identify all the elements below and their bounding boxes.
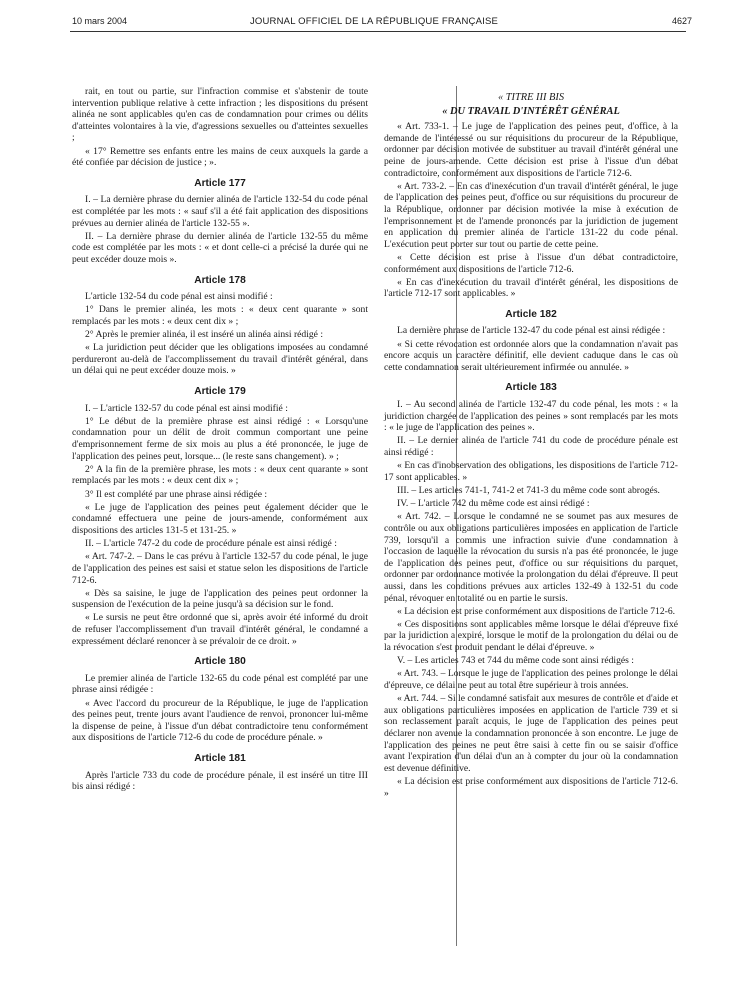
- paragraph: III. – Les articles 741-1, 741-2 et 741-3 du même code sont abrogés.: [397, 484, 660, 496]
- paragraph: V. – Les articles 743 et 744 du même code sont ainsi rédigés :: [397, 655, 634, 667]
- article-heading: Article 177: [194, 177, 246, 189]
- section-title: « TITRE III BIS: [497, 92, 565, 103]
- paragraph: II. – L'article 747-2 du code de procédure pénale est ainsi rédigé :: [85, 538, 337, 550]
- article-heading: Article 182: [505, 308, 557, 320]
- paragraph: « La juridiction peut décider que les obligations imposées au condamné perdureront au-delà de l'accomplissement du travail d'intérêt général, dans un délai qui ne peut excéder douze mois. »: [72, 342, 368, 377]
- paragraph: « Art. 744. – Si le condamné satisfait aux mesures de contrôle et d'aide et aux obligations particulières imposées en application de l'article 739 et si son reclassement paraît acquis, le juge de l'application des peines peut déclarer non avenue la condamnation prononcée à son encontre. Le juge de l'application des peines ne peut être saisi à cette fin ou se saisir d'office avant l'expiration d'un délai d'un an à compter du jour où la condamnation est devenue définitive.: [384, 693, 678, 774]
- paragraph: « En cas d'inexécution du travail d'intérêt général, les dispositions de l'article 712-17 sont applicables. »: [384, 276, 678, 300]
- paragraph: La dernière phrase de l'article 132-47 du code pénal est ainsi rédigée :: [397, 325, 666, 337]
- paragraph: Après l'article 733 du code de procédure pénale, il est inséré un titre III bis ainsi rédigé :: [72, 769, 368, 793]
- paragraph: « En cas d'inobservation des obligations, les dispositions de l'article 712-17 sont applicables. »: [384, 460, 678, 483]
- header-date: 10 mars 2004: [72, 16, 128, 26]
- paragraph: 2° A la fin de la première phrase, les mots : « deux cent quarante » sont remplacés par les mots : « deux cent dix » ;: [72, 463, 368, 487]
- article-heading: Article 179: [194, 386, 246, 398]
- paragraph: « Art. 733-1. – Le juge de l'application des peines peut, d'office, à la demande de l'intéressé ou sur réquisitions du procureur de la République, ordonner par décision motivée de substituer au travail d'intérêt général une peine de jours-amende. Cette décision est prise à l'issue d'un débat contradictoire, conformément aux dispositions de l'article 712-6.: [384, 121, 678, 179]
- paragraph: II. – La dernière phrase du dernier alinéa de l'article 132-55 du même code est complétée par les mots : « et dont celle-ci a précisé la durée qui ne peut excéder douze mois ».: [72, 230, 368, 265]
- paragraph: « La décision est prise conformément aux dispositions de l'article 712-6. »: [384, 775, 678, 799]
- paragraph: « Dès sa saisine, le juge de l'application des peines peut ordonner la suspension de l'exécution de la peine jusqu'à sa décision sur le fond.: [72, 587, 368, 611]
- paragraph: 1° Dans le premier alinéa, les mots : « deux cent quarante » sont remplacés par les mots : « deux cent dix » ;: [72, 304, 368, 327]
- paragraph: « Le juge de l'application des peines peut également décider que le condamné effectuera une peine de jours-amende, conformément aux dispositions des articles 131-5 et 131-25. »: [72, 501, 368, 536]
- paragraph: IV. – L'article 742 du même code est ainsi rédigé :: [397, 498, 590, 510]
- paragraph: I. – La dernière phrase du dernier alinéa de l'article 132-54 du code pénal est complétée par les mots : « sauf s'il a été fait application des dispositions prévues au dernier alinéa de l'article 132-55 ».: [72, 194, 368, 229]
- paragraph: « Ces dispositions sont applicables même lorsque le délai d'épreuve fixé par la juridiction a expiré, lorsque le motif de la prolongation du délai ou de la révocation s'est produit pendant le délai d'épreuve. »: [384, 618, 678, 654]
- page-number: 4627: [671, 16, 692, 26]
- article-heading: Article 183: [505, 382, 557, 394]
- article-heading: Article 178: [194, 274, 246, 286]
- paragraph: « Cette décision est prise à l'issue d'un débat contradictoire, conformément aux dispositions de l'article 712-6.: [384, 251, 678, 275]
- paragraph: « Avec l'accord du procureur de la République, le juge de l'application des peines peut, trente jours avant l'audience de renvoi, prononcer lui-même la dispense de peine, à l'issue d'un débat contradictoire tenu conformément aux dispositions de l'article 712-6 du code de procédure pénale. »: [72, 697, 368, 744]
- paragraph: L'article 132-54 du code pénal est ainsi modifié :: [85, 291, 273, 303]
- paragraph: « 17° Remettre ses enfants entre les mains de ceux auxquels la garde a été confiée par décision de justice ; ».: [72, 145, 368, 169]
- right-column: [384, 86, 678, 801]
- paragraph: « Art. 742. – Lorsque le condamné ne se soumet pas aux mesures de contrôle ou aux obligations particulières imposées en application de l'article 739, lorsqu'il a commis une infraction suivie d'une condamnation à l'occasion de laquelle la révocation du sursis n'a pas été prononcée, le juge de l'application des peines peut, d'office ou sur réquisitions du parquet, ordonner par ordonnance motivée la prolongation du délai d'épreuve. Il peut aussi, dans les conditions prévues aux articles 132-49 à 132-51 du code pénal, révoquer en totalité ou en partie le sursis.: [384, 511, 678, 604]
- article-heading: Article 180: [194, 656, 246, 668]
- page-header: [0, 16, 748, 30]
- header-rule: [70, 31, 686, 32]
- paragraph: « Art. 747-2. – Dans le cas prévu à l'article 132-57 du code pénal, le juge de l'application des peines est saisi et statue selon les dispositions de l'article 712-6.: [72, 551, 368, 586]
- journal-title: JOURNAL OFFICIEL DE LA RÉPUBLIQUE FRANÇAISE: [249, 16, 499, 27]
- left-column: [72, 86, 368, 794]
- paragraph: II. – Le dernier alinéa de l'article 741 du code de procédure pénale est ainsi rédigé :: [384, 435, 678, 458]
- paragraph: « Art. 743. – Lorsque le juge de l'application des peines prolonge le délai d'épreuve, ce délai ne peut au total être supérieur à trois années.: [384, 668, 678, 692]
- paragraph: I. – L'article 132-57 du code pénal est ainsi modifié :: [85, 402, 288, 414]
- paragraph: 2° Après le premier alinéa, il est inséré un alinéa ainsi rédigé :: [85, 329, 323, 341]
- paragraph: 1° Le début de la première phrase est ainsi rédigé : « Lorsqu'une condamnation pour un délit de droit commun comportant une peine d'emprisonnement ferme de six mois au plus a été prononcée, le juge de l'application des peines peut, lorsque... (le reste sans changement). » ;: [72, 415, 368, 462]
- paragraph: « Art. 733-2. – En cas d'inexécution d'un travail d'intérêt général, le juge de l'application des peines peut, d'office ou sur réquisitions du procureur de la République, ordonner par décision motivée la mise à exécution de l'emprisonnement et de l'amende prononcés par la juridiction de jugement en application du premier alinéa de l'article 131-22 du code pénal. L'exécution peut porter sur tout ou partie de cette peine.: [384, 180, 678, 250]
- paragraph: « La décision est prise conformément aux dispositions de l'article 712-6.: [397, 605, 676, 617]
- article-heading: Article 181: [194, 753, 246, 764]
- paragraph: 3° Il est complété par une phrase ainsi rédigée :: [85, 488, 268, 500]
- paragraph: « Si cette révocation est ordonnée alors que la condamnation n'avait pas encore acquis un caractère définitif, elle devient caduque dans le cas où cette condamnation serait ultérieurement infirmée ou annulée. »: [384, 338, 678, 373]
- paragraph: rait, en tout ou partie, sur l'infraction commise et s'abstenir de toute intervention publique relative à cette infraction ; les dispositions du présent alinéa ne sont applicables qu'en cas de condamnation pour crimes ou délits d'atteintes volontaires à la vie, d'agressions sexuelles ou d'atteintes sexuelles ;: [72, 86, 368, 144]
- paragraph: « Le sursis ne peut être ordonné que si, après avoir été informé du droit de refuser l'accomplissement d'un travail d'intérêt général, le condamné a expressément déclaré renoncer à se prévaloir de ce droit. »: [72, 612, 368, 647]
- paragraph: I. – Au second alinéa de l'article 132-47 du code pénal, les mots : « la juridiction chargée de l'application des peines » sont remplacés par les mots : « le juge de l'application des peines ».: [384, 399, 678, 434]
- paragraph: Le premier alinéa de l'article 132-65 du code pénal est complété par une phrase ainsi rédigée :: [72, 672, 368, 696]
- section-subtitle: « DU TRAVAIL D'INTÉRÊT GÉNÉRAL: [442, 105, 620, 117]
